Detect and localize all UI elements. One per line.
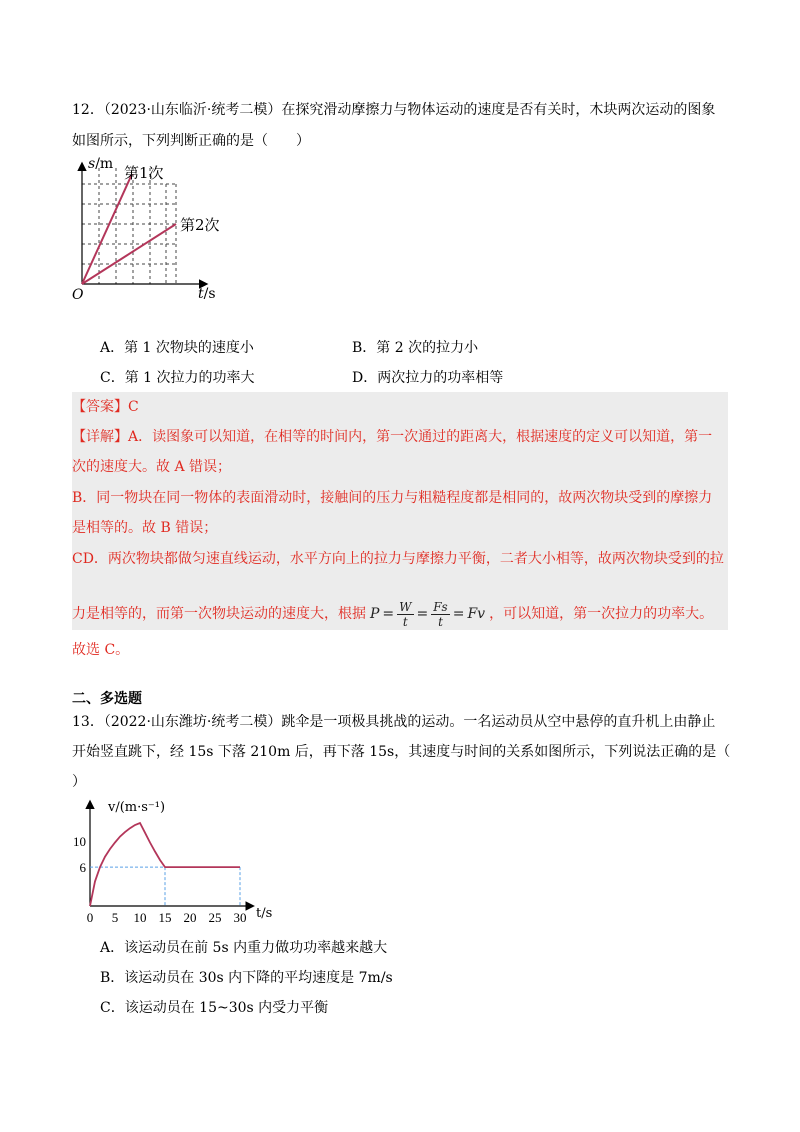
q12-line2-label: 第2次 [180,216,220,234]
explain-line7: 故选 C。 [72,642,130,658]
q12-option-b[interactable]: B．第 2 次的拉力小 [352,340,479,356]
explain-line4: 是相等的。故 B 错误； [72,520,218,536]
explain-line6 [72,596,713,632]
formula-fv: Fv [467,606,486,622]
q12-text-line2: 如图所示，下列判断正确的是（ ） [72,133,310,149]
q12-line1-label: 第1次 [124,164,164,182]
formula-frac-fst [431,600,449,629]
q12-option-d[interactable]: D．两次拉力的功率相等 [352,370,504,386]
explain-line5: CD．两次物块都做匀速直线运动，水平方向上的拉力与摩擦力平衡，二者大小相等，故两次物块受到的拉 [72,551,724,567]
x-tick-label: 25 [208,910,222,925]
explain-line6-post: ，可以知道，第一次拉力的功率大。 [489,606,714,622]
q13-y-axis-label: v/(m·s⁻¹) [108,800,166,815]
formula-w: W [399,599,412,614]
q13-x-axis-label: t/s [256,906,273,921]
formula-p: P [370,606,380,622]
x-tick-label: 10 [133,910,147,925]
x-tick-label: 15 [158,910,172,925]
q12-origin-label: O [72,287,84,303]
q13-option-b[interactable]: B．该运动员在 30s 内下降的平均速度是 7m/s [100,970,393,986]
explain-line1: 【详解】A．读图象可以知道，在相等的时间内，第一次通过的距离大，根据速度的定义可以知道，第一 [72,429,713,445]
answer-label: 【答案】C [72,399,139,415]
q13-option-c[interactable]: C．该运动员在 15~30s 内受力平衡 [100,1000,329,1016]
explain-line6-pre: 力是相等的，而第一次物块运动的速度大，根据 [72,606,366,622]
q13-text-line1: 13．（2022·山东潍坊·统考二模）跳伞是一项极具挑战的运动。一名运动员从空中悬停的直升机上由静止 [72,714,716,730]
x-tick-label: 5 [111,910,119,925]
x-tick-label: 20 [183,910,197,925]
q12-grid [82,168,176,284]
formula-t1: t [402,614,408,629]
power-formula: P = $\frac{W}{t}$ = $\frac{Fs}{t}$ = Fv [370,599,486,629]
y-tick-label: 10 [73,834,86,850]
formula-fs: Fs [433,599,448,614]
explain-line2: 次的速度大。故 A 错误； [72,459,232,475]
q13-text-line3: ） [72,774,86,790]
q12-option-a[interactable]: A．第 1 次物块的速度小 [100,340,254,356]
q12-option-c[interactable]: C．第 1 次拉力的功率大 [100,370,255,386]
x-tick-label: 0 [86,910,94,925]
y-tick-label: 6 [79,860,86,876]
formula-frac-wt [397,600,413,629]
q13-text-line2: 开始竖直跳下，经 15s 下落 210m 后，再下落 15s，其速度与时间的关系如图所示，下列说法正确的是（ [72,744,731,760]
q13-option-a[interactable]: A．该运动员在前 5s 内重力做功功率越来越大 [100,940,388,956]
section-title: 二、多选题 [72,691,142,707]
q12-y-axis-label: s/m [88,156,114,172]
q12-text-line1: 12．（2023·山东临沂·统考二模）在探究滑动摩擦力与物体运动的速度是否有关时，木块两次运动的图象 [72,102,716,118]
formula-t2: t [438,614,443,629]
q12-x-axis-label: t/s [198,286,216,302]
explain-line3: B．同一物块在同一物体的表面滑动时，接触间的压力与粗糙程度都是相同的，故两次物块受到的摩擦力 [72,490,713,506]
x-tick-label: 30 [233,910,247,925]
